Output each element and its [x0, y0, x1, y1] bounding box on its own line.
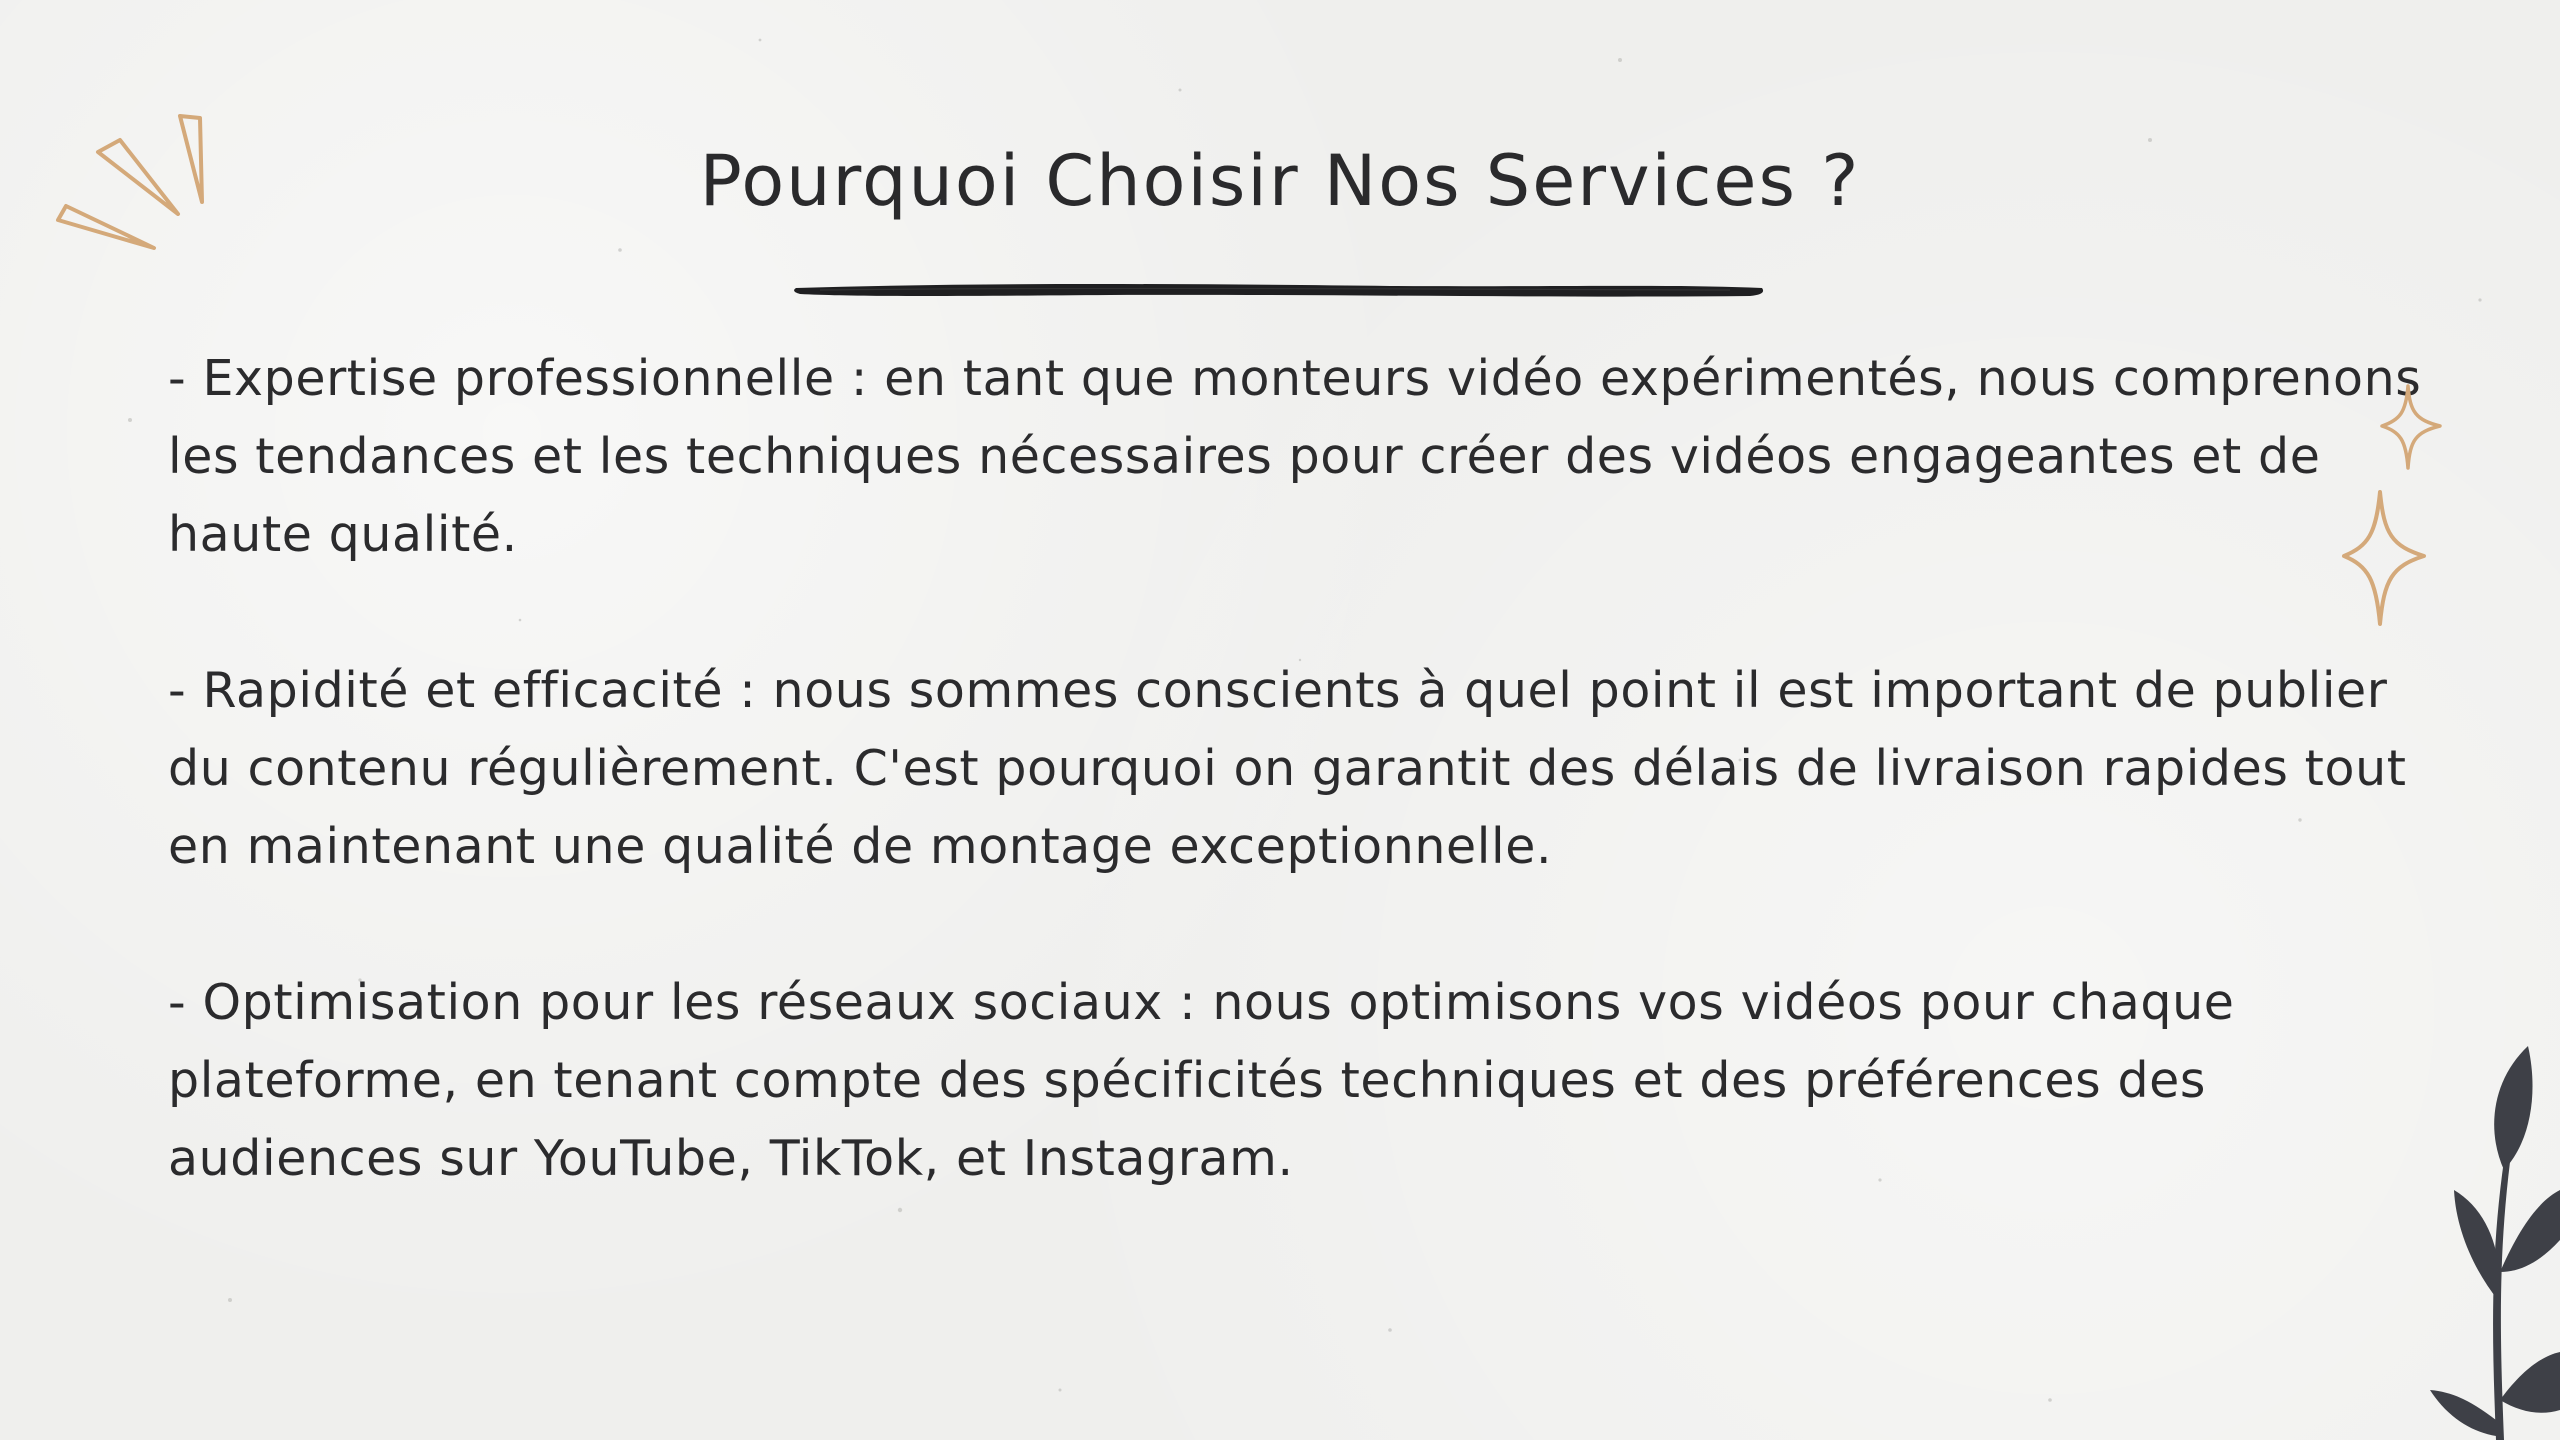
slide-title: Pourquoi Choisir Nos Services ? — [699, 140, 1861, 222]
sparkle-icon — [2378, 382, 2448, 472]
paragraph-rapidite: - Rapidité et efficacité : nous sommes conscients à quel point il est important de publier du contenu régulièrement. C'est pourquoi on garantit des délais de livraison rapides tout en maintenant une qualité de montage exceptionnelle. — [168, 662, 2407, 875]
sparkle-icon — [2340, 488, 2430, 628]
paragraph-expertise: - Expertise professionnelle : en tant que monteurs vidéo expérimentés, nous comprenons les tendances et les techniques nécessaires pour créer des vidéos engageantes et de haute qualité. — [168, 350, 2422, 563]
paragraph-optimisation: - Optimisation pour les réseaux sociaux : nous optimisons vos vidéos pour chaque plateforme, en tenant compte des spécificités techniques et des préférences des audiences sur YouTube, TikTok, et Instagram. — [168, 974, 2235, 1187]
slide-content — [168, 340, 2428, 1276]
brush-stroke-underline — [790, 278, 1770, 302]
burst-lines-icon — [50, 110, 220, 260]
leaf-branch-icon — [2400, 1040, 2560, 1440]
